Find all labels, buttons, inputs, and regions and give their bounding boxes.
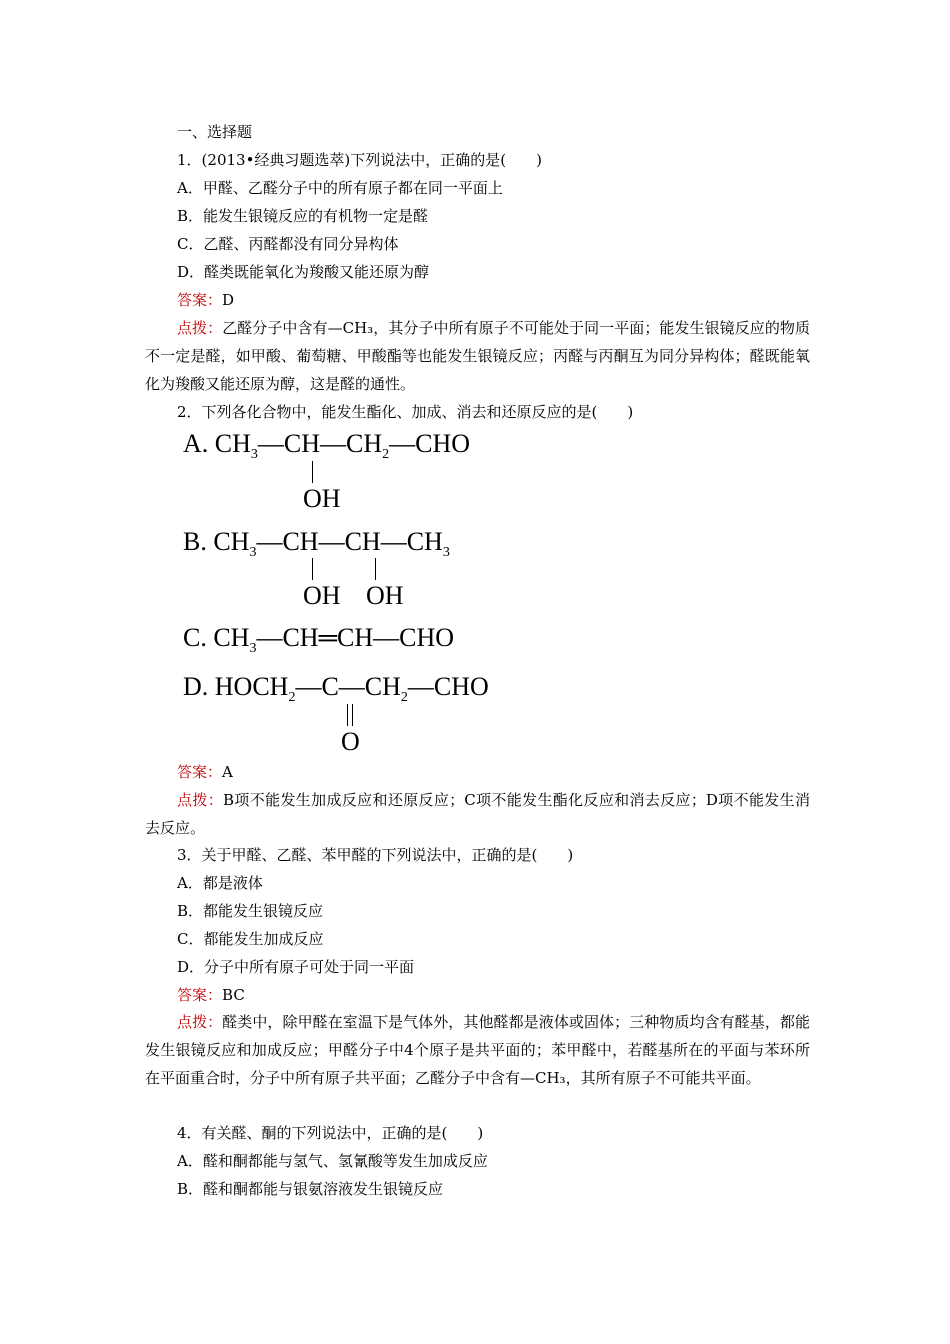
structure-a-main: A. $CH_3—CH—CH_2—CHO$ bbox=[183, 429, 471, 462]
structure-b-bond-1 bbox=[312, 558, 313, 580]
question-1-option-c: C．乙醛、丙醛都没有同分异构体 bbox=[177, 235, 399, 253]
question-1-option-a: A．甲醛、乙醛分子中的所有原子都在同一平面上 bbox=[177, 179, 503, 197]
question-3-hint-text: 醛类中，除甲醛在室温下是气体外，其他醛都是液体或固体；三种物质均含有醛基，都能发生银镜反应和加成反应；甲醛分子中4个原子是共平面的；苯甲醛中，若醛基所在的平面与苯环所在平面重合时，分子中所有原子共平面；乙醛分子中含有—CH₃，其所有原子不可能共平面。 bbox=[145, 1013, 810, 1087]
structure-b-main: B. $CH_3—CH—CH—CH_3$ bbox=[183, 527, 450, 560]
question-2-hint bbox=[145, 786, 810, 842]
structure-a-oh: OH bbox=[303, 484, 341, 513]
hint-label: 点拨： bbox=[177, 319, 223, 337]
question-1-option-b: B．能发生银镜反应的有机物一定是醛 bbox=[177, 207, 429, 225]
hint-label: 点拨： bbox=[177, 1013, 223, 1031]
question-1-answer bbox=[177, 290, 234, 310]
question-1-answer-value: D bbox=[222, 291, 235, 309]
question-3-stem: 3．关于甲醛、乙醛、苯甲醛的下列说法中，正确的是( ) bbox=[177, 846, 574, 864]
question-2-hint-text: B项不能发生加成反应和还原反应；C项不能发生酯化反应和消去反应；D项不能发生消去反应。 bbox=[145, 791, 810, 837]
structure-d-oxygen: O bbox=[341, 727, 360, 756]
answer-label: 答案： bbox=[177, 986, 223, 1004]
answer-label: 答案： bbox=[177, 291, 223, 309]
question-4-option-a: A．醛和酮都能与氢气、氢氰酸等发生加成反应 bbox=[177, 1152, 488, 1170]
question-2-answer-value: A bbox=[222, 763, 233, 781]
structure-d-double-bond-left bbox=[347, 704, 348, 726]
structure-d-main: D. $HOCH_2—C—CH_2—CHO$ bbox=[183, 672, 489, 705]
question-4-option-b: B．醛和酮都能与银氨溶液发生银镜反应 bbox=[177, 1180, 444, 1198]
question-3-option-a: A．都是液体 bbox=[177, 874, 263, 892]
question-3-option-b: B．都能发生银镜反应 bbox=[177, 902, 324, 920]
question-1-hint bbox=[145, 314, 810, 398]
question-3-option-c: C．都能发生加成反应 bbox=[177, 930, 324, 948]
question-1-hint-text: 乙醛分子中含有—CH₃，其分子中所有原子不可能处于同一平面；能发生银镜反应的物质不一定是醛，如甲酸、葡萄糖、甲酸酯等也能发生银镜反应；丙醛与丙酮互为同分异构体；醛既能氧化为羧酸又能还原为醇，这是醛的通性。 bbox=[145, 319, 810, 393]
question-2-stem: 2．下列各化合物中，能发生酯化、加成、消去和还原反应的是( ) bbox=[177, 403, 634, 421]
section-title: 一、选择题 bbox=[177, 123, 253, 141]
structure-d-double-bond-right bbox=[352, 704, 353, 726]
question-2-answer bbox=[177, 762, 233, 782]
question-3-option-d: D．分子中所有原子可处于同一平面 bbox=[177, 958, 415, 976]
answer-label: 答案： bbox=[177, 763, 223, 781]
structure-b-bond-2 bbox=[375, 558, 376, 580]
question-3-answer-value: BC bbox=[222, 986, 245, 1004]
question-1-stem: 1．(2013•经典习题选萃)下列说法中，正确的是( ) bbox=[177, 151, 542, 169]
structure-a-bond bbox=[312, 461, 313, 483]
structure-b-oh-1: OH bbox=[303, 581, 341, 610]
question-1-option-d: D．醛类既能氧化为羧酸又能还原为醇 bbox=[177, 263, 430, 281]
question-3-answer bbox=[177, 985, 245, 1005]
hint-label: 点拨： bbox=[177, 791, 224, 809]
question-3-hint bbox=[145, 1008, 810, 1092]
question-4-stem: 4．有关醛、酮的下列说法中，正确的是( ) bbox=[177, 1124, 484, 1142]
structure-c-main: C. $CH_3—CH═CH—CHO$ bbox=[183, 623, 455, 656]
structure-b-oh-2: OH bbox=[366, 581, 404, 610]
